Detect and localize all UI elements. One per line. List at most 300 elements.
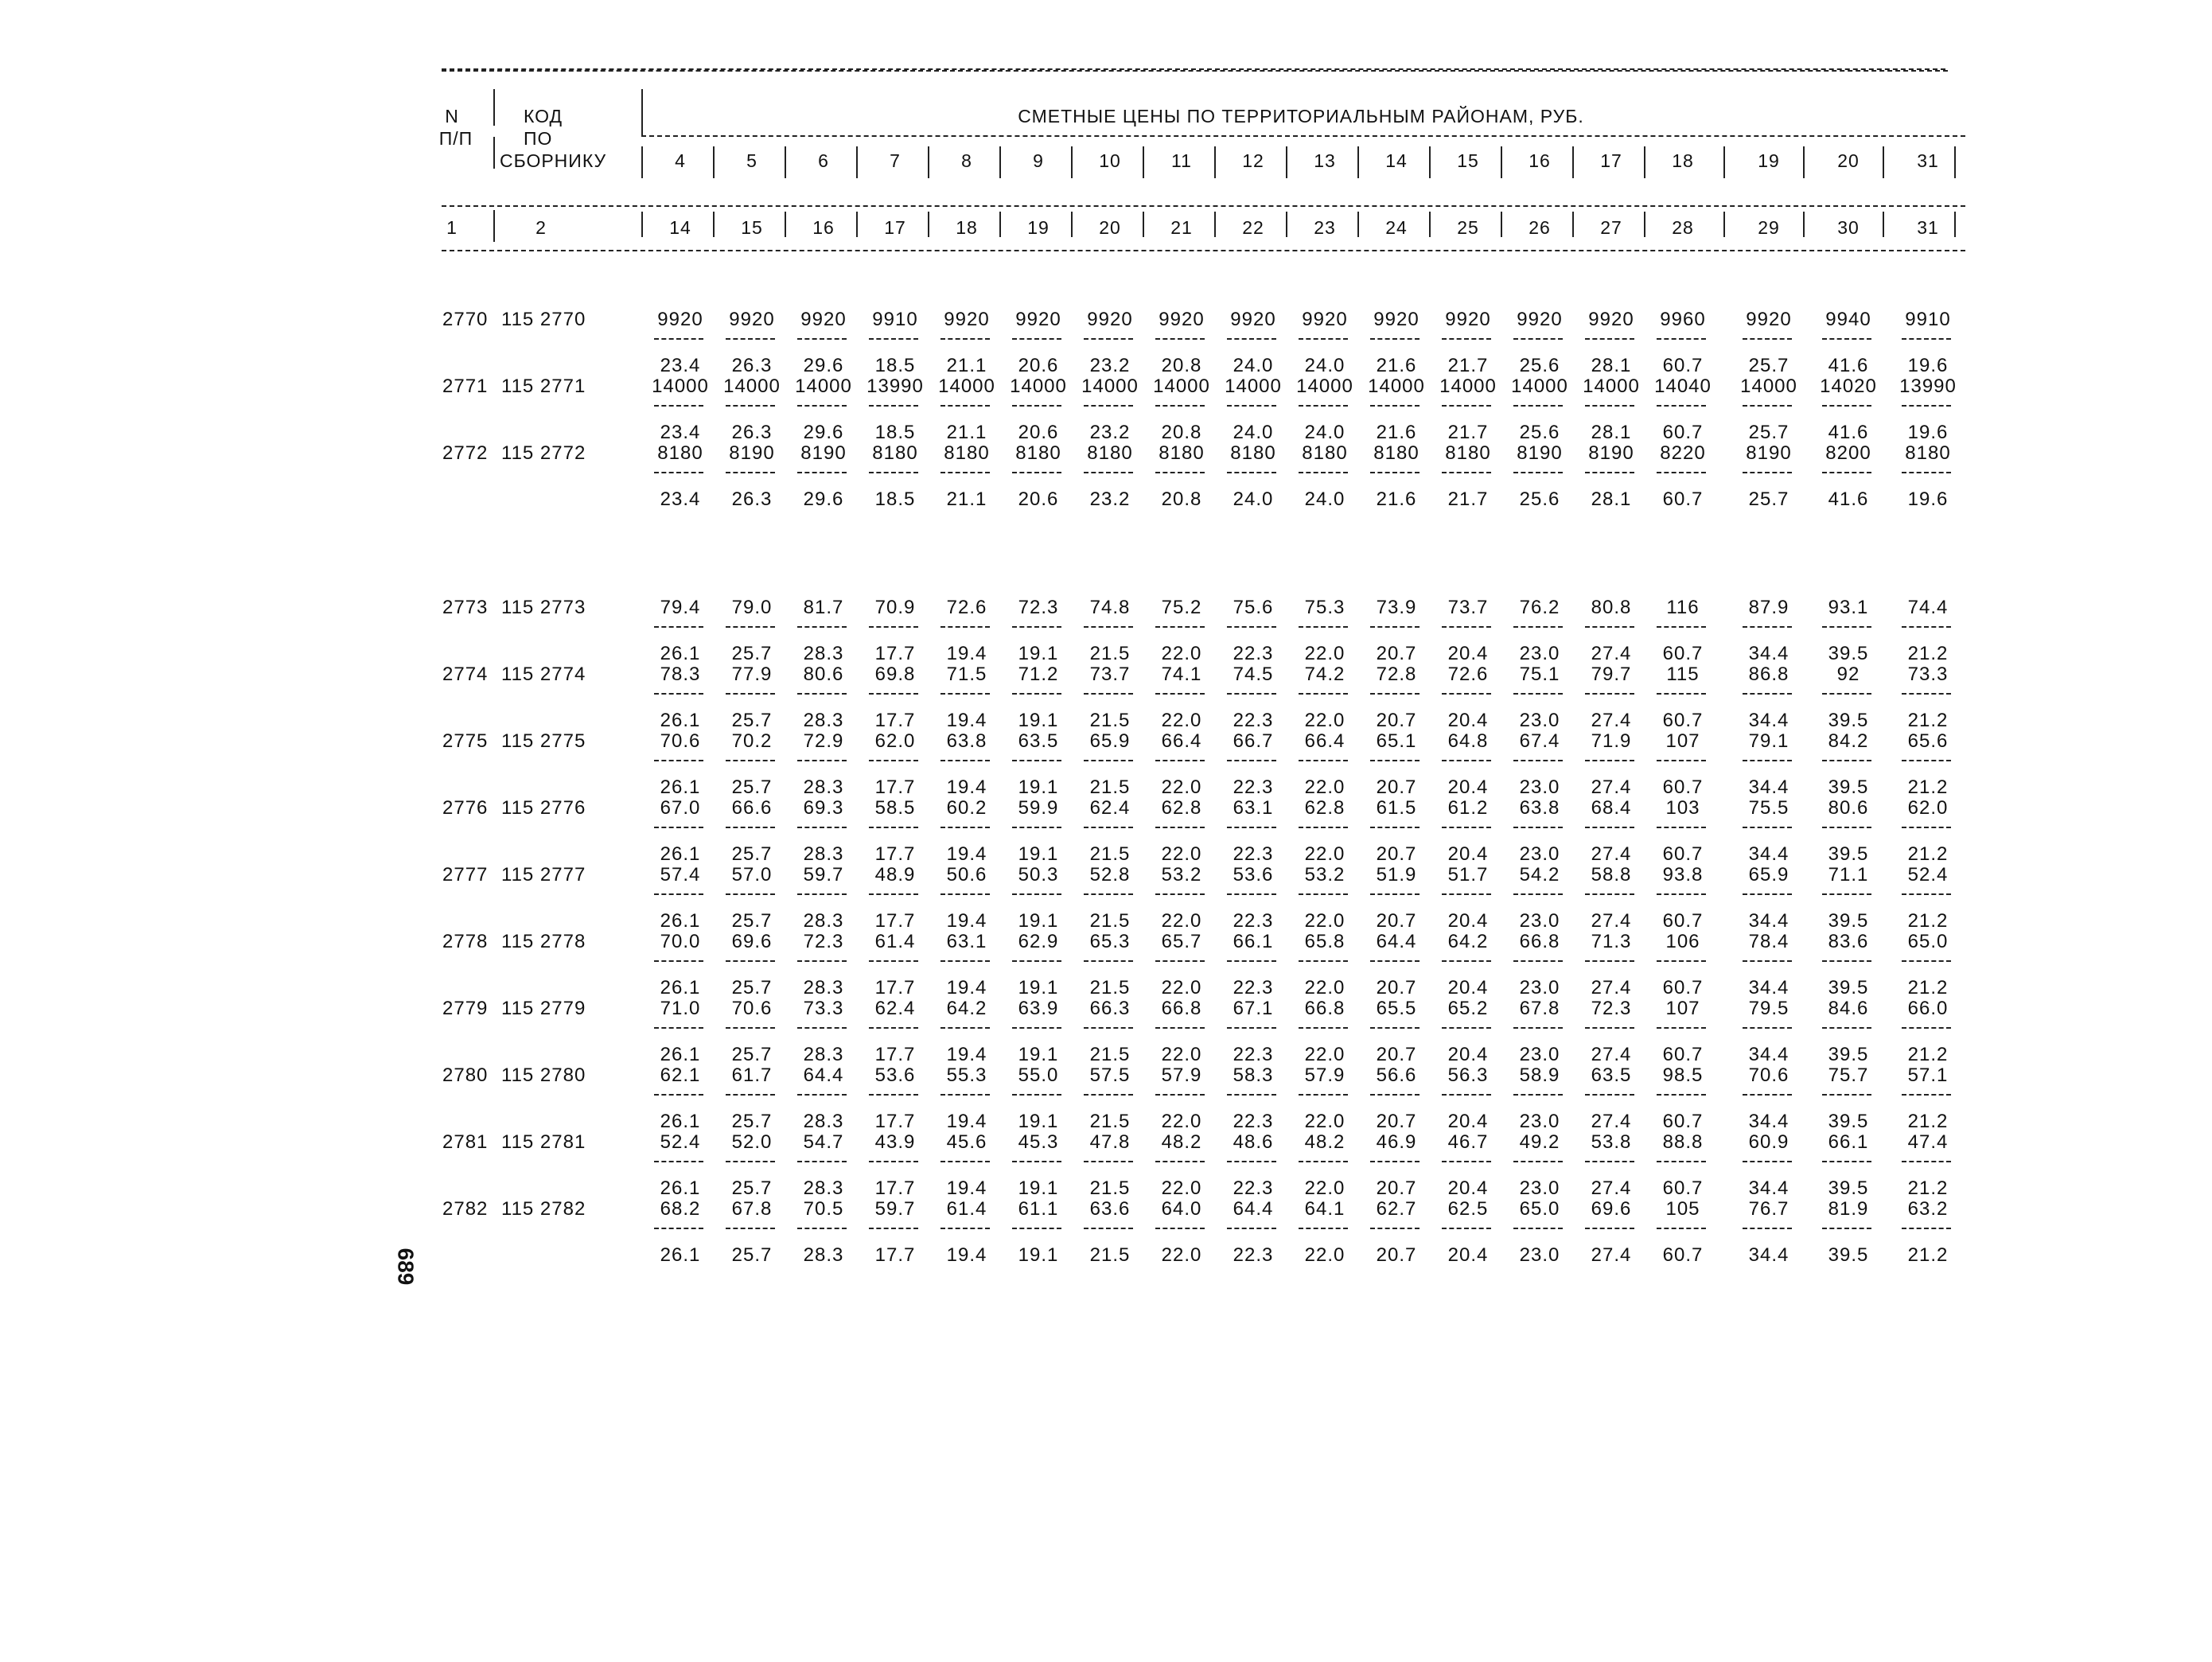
price-value: 66.1 — [1233, 931, 1274, 952]
fraction-line — [1657, 1228, 1706, 1229]
fraction-line — [869, 960, 918, 962]
wage-value: 25.6 — [1519, 488, 1560, 510]
wage-value: 24.0 — [1304, 355, 1346, 376]
price-value: 8180 — [1373, 442, 1419, 464]
wage-value: 19.1 — [1018, 1044, 1059, 1065]
wage-value: 21.5 — [1089, 710, 1131, 731]
fraction-line — [1442, 626, 1491, 628]
wage-value: 25.7 — [1748, 355, 1789, 376]
fraction-line — [1155, 1094, 1205, 1096]
price-value: 65.9 — [1748, 864, 1789, 885]
wage-value: 21.2 — [1907, 910, 1949, 932]
wage-value: 19.4 — [946, 843, 987, 865]
wage-value: 20.7 — [1376, 977, 1417, 998]
wage-value: 21.6 — [1376, 488, 1417, 510]
row-number: 2772 — [442, 442, 489, 464]
price-value: 62.7 — [1376, 1198, 1417, 1220]
price-value: 71.2 — [1018, 664, 1059, 685]
price-value: 64.1 — [1304, 1198, 1346, 1220]
fraction-line — [1227, 1228, 1276, 1229]
header-region-number: 11 — [1171, 150, 1192, 171]
price-value: 76.2 — [1519, 597, 1560, 618]
header-separator — [641, 89, 643, 137]
header-column-number: 21 — [1170, 217, 1193, 238]
price-value: 84.2 — [1828, 730, 1869, 752]
price-value: 66.7 — [1233, 730, 1274, 752]
fraction-line — [1657, 472, 1706, 473]
fraction-line — [940, 1228, 990, 1229]
wage-value: 21.5 — [1089, 777, 1131, 798]
header-region-number: 14 — [1385, 150, 1408, 171]
fraction-line — [869, 693, 918, 695]
price-value: 67.1 — [1233, 998, 1274, 1019]
header-colnum-1: 1 — [446, 217, 458, 238]
row-number: 2781 — [442, 1131, 489, 1153]
price-value: 9920 — [1746, 309, 1792, 330]
fraction-line — [1902, 960, 1951, 962]
wage-value: 60.7 — [1662, 843, 1704, 865]
price-value: 65.6 — [1907, 730, 1949, 752]
page-top-rule — [442, 68, 1945, 70]
price-value: 48.2 — [1161, 1131, 1202, 1153]
wage-value: 20.6 — [1018, 422, 1059, 443]
price-value: 70.6 — [660, 730, 701, 752]
fraction-line — [1227, 827, 1276, 828]
price-value: 57.9 — [1161, 1065, 1202, 1086]
wage-value: 34.4 — [1748, 643, 1789, 664]
price-value: 14000 — [1296, 376, 1353, 397]
fraction-line — [1227, 472, 1276, 473]
fraction-line — [1442, 827, 1491, 828]
price-value: 78.3 — [660, 664, 701, 685]
fraction-line — [1370, 760, 1419, 761]
price-value: 8180 — [1087, 442, 1133, 464]
price-value: 73.7 — [1089, 664, 1131, 685]
fraction-line — [1155, 960, 1205, 962]
price-value: 45.6 — [946, 1131, 987, 1153]
price-value: 72.3 — [1018, 597, 1059, 618]
fraction-line — [1743, 1228, 1792, 1229]
fraction-line — [1370, 472, 1419, 473]
header-region-number: 13 — [1314, 150, 1336, 171]
fraction-line — [1084, 827, 1133, 828]
price-value: 73.3 — [803, 998, 844, 1019]
price-value: 58.9 — [1519, 1065, 1560, 1086]
price-value: 46.7 — [1447, 1131, 1489, 1153]
row-number: 2779 — [442, 998, 489, 1019]
fraction-line — [1902, 1161, 1951, 1162]
price-value: 62.4 — [1089, 797, 1131, 819]
wage-value: 23.4 — [660, 422, 701, 443]
fraction-line — [1299, 960, 1348, 962]
fraction-line — [1370, 338, 1419, 340]
price-value: 8190 — [800, 442, 847, 464]
price-value: 66.4 — [1161, 730, 1202, 752]
fraction-line — [1902, 338, 1951, 340]
fraction-line — [1585, 1161, 1634, 1162]
header-rule — [442, 70, 1948, 72]
wage-value: 27.4 — [1591, 1111, 1632, 1132]
wage-value: 24.0 — [1304, 488, 1346, 510]
wage-value: 20.4 — [1447, 910, 1489, 932]
wage-value: 22.3 — [1233, 643, 1274, 664]
price-value: 59.7 — [874, 1198, 916, 1220]
wage-value: 21.5 — [1089, 1044, 1131, 1065]
wage-value: 39.5 — [1828, 1111, 1869, 1132]
price-value: 61.2 — [1447, 797, 1489, 819]
price-value: 63.5 — [1591, 1065, 1632, 1086]
wage-value: 20.4 — [1447, 777, 1489, 798]
fraction-line — [654, 1027, 703, 1029]
wage-value: 19.1 — [1018, 1244, 1059, 1266]
fraction-line — [1822, 405, 1871, 407]
price-value: 63.1 — [1233, 797, 1274, 819]
wage-value: 17.7 — [874, 1111, 916, 1132]
wage-value: 39.5 — [1828, 643, 1869, 664]
price-value: 14000 — [1583, 376, 1640, 397]
row-number: 2773 — [442, 597, 489, 618]
wage-value: 17.7 — [874, 710, 916, 731]
wage-value: 34.4 — [1748, 777, 1789, 798]
price-value: 72.8 — [1376, 664, 1417, 685]
header-region-number: 15 — [1457, 150, 1479, 171]
price-value: 14040 — [1654, 376, 1712, 397]
price-value: 14000 — [1225, 376, 1282, 397]
price-value: 63.6 — [1089, 1198, 1131, 1220]
price-value: 9920 — [1373, 309, 1419, 330]
price-value: 57.5 — [1089, 1065, 1131, 1086]
wage-value: 20.4 — [1447, 1244, 1489, 1266]
price-value: 14000 — [938, 376, 995, 397]
price-value: 70.2 — [731, 730, 773, 752]
price-value: 61.5 — [1376, 797, 1417, 819]
fraction-line — [1902, 693, 1951, 695]
fraction-line — [1370, 1094, 1419, 1096]
fraction-line — [1012, 1228, 1061, 1229]
wage-value: 21.2 — [1907, 1177, 1949, 1199]
price-value: 71.3 — [1591, 931, 1632, 952]
price-value: 58.8 — [1591, 864, 1632, 885]
fraction-line — [797, 693, 847, 695]
row-code: 115 2773 — [501, 597, 586, 618]
wage-value: 20.4 — [1447, 643, 1489, 664]
wage-value: 21.2 — [1907, 643, 1949, 664]
fraction-line — [869, 1228, 918, 1229]
price-value: 48.6 — [1233, 1131, 1274, 1153]
price-value: 63.2 — [1907, 1198, 1949, 1220]
wage-value: 19.4 — [946, 777, 987, 798]
price-value: 75.6 — [1233, 597, 1274, 618]
fraction-line — [1012, 1161, 1061, 1162]
fraction-line — [1657, 1027, 1706, 1029]
fraction-line — [1442, 1094, 1491, 1096]
price-value: 65.7 — [1161, 931, 1202, 952]
header-rule — [641, 135, 1965, 137]
price-value: 62.8 — [1161, 797, 1202, 819]
wage-value: 19.6 — [1907, 355, 1949, 376]
wage-value: 39.5 — [1828, 1044, 1869, 1065]
fraction-line — [1370, 960, 1419, 962]
fraction-line — [1657, 1161, 1706, 1162]
wage-value: 21.7 — [1447, 355, 1489, 376]
wage-value: 21.5 — [1089, 1244, 1131, 1266]
price-value: 57.1 — [1907, 1065, 1949, 1086]
price-value: 106 — [1665, 931, 1700, 952]
fraction-line — [1657, 760, 1706, 761]
fraction-line — [726, 338, 775, 340]
fraction-line — [1743, 626, 1792, 628]
fraction-line — [1902, 1094, 1951, 1096]
wage-value: 22.3 — [1233, 777, 1274, 798]
wage-value: 27.4 — [1591, 1044, 1632, 1065]
price-value: 74.2 — [1304, 664, 1346, 685]
price-value: 52.0 — [731, 1131, 773, 1153]
fraction-line — [1084, 1094, 1133, 1096]
fraction-line — [1227, 1094, 1276, 1096]
fraction-line — [1299, 827, 1348, 828]
wage-value: 25.7 — [731, 777, 773, 798]
fraction-line — [1155, 1228, 1205, 1229]
fraction-line — [1299, 338, 1348, 340]
header-code-po-label: ПО — [524, 128, 553, 149]
header-title: СМЕТНЫЕ ЦЕНЫ ПО ТЕРРИТОРИАЛЬНЫМ РАЙОНАМ, РУБ. — [1018, 106, 1584, 126]
wage-value: 23.0 — [1519, 843, 1560, 865]
fraction-line — [1084, 1161, 1133, 1162]
fraction-line — [654, 338, 703, 340]
price-value: 67.4 — [1519, 730, 1560, 752]
header-separator — [493, 210, 495, 242]
fraction-line — [726, 827, 775, 828]
fraction-line — [869, 827, 918, 828]
wage-value: 20.7 — [1376, 843, 1417, 865]
wage-value: 28.3 — [803, 643, 844, 664]
price-value: 59.9 — [1018, 797, 1059, 819]
wage-value: 39.5 — [1828, 710, 1869, 731]
price-value: 69.3 — [803, 797, 844, 819]
price-value: 79.0 — [731, 597, 773, 618]
wage-value: 21.2 — [1907, 1111, 1949, 1132]
header-region-number: 6 — [818, 150, 829, 171]
header-column-number: 27 — [1600, 217, 1622, 238]
price-value: 58.3 — [1233, 1065, 1274, 1086]
price-value: 9920 — [1087, 309, 1133, 330]
price-value: 68.2 — [660, 1198, 701, 1220]
fraction-line — [1012, 405, 1061, 407]
wage-value: 19.4 — [946, 1044, 987, 1065]
wage-value: 25.7 — [1748, 488, 1789, 510]
fraction-line — [1227, 405, 1276, 407]
price-value: 8180 — [657, 442, 703, 464]
header-separator — [1883, 212, 1884, 237]
fraction-line — [1585, 626, 1634, 628]
fraction-line — [654, 626, 703, 628]
price-value: 54.7 — [803, 1131, 844, 1153]
wage-value: 23.0 — [1519, 710, 1560, 731]
header-column-number: 16 — [812, 217, 835, 238]
fraction-line — [1227, 960, 1276, 962]
wage-value: 19.1 — [1018, 910, 1059, 932]
fraction-line — [1743, 893, 1792, 895]
price-value: 74.4 — [1907, 597, 1949, 618]
fraction-line — [1370, 893, 1419, 895]
wage-value: 22.3 — [1233, 977, 1274, 998]
header-region-number: 5 — [746, 150, 757, 171]
wage-value: 19.4 — [946, 977, 987, 998]
header-column-number: 22 — [1242, 217, 1264, 238]
fraction-line — [1442, 893, 1491, 895]
wage-value: 20.4 — [1447, 977, 1489, 998]
price-value: 71.0 — [660, 998, 701, 1019]
fraction-line — [726, 405, 775, 407]
price-value: 64.0 — [1161, 1198, 1202, 1220]
header-column-number: 20 — [1099, 217, 1121, 238]
price-value: 75.7 — [1828, 1065, 1869, 1086]
price-value: 8220 — [1660, 442, 1706, 464]
price-value: 70.9 — [874, 597, 916, 618]
price-value: 81.9 — [1828, 1198, 1869, 1220]
row-number: 2776 — [442, 797, 489, 819]
fraction-line — [1370, 1228, 1419, 1229]
fraction-line — [1084, 960, 1133, 962]
price-value: 116 — [1666, 597, 1700, 618]
header-region-number: 31 — [1917, 150, 1939, 171]
fraction-line — [1299, 1094, 1348, 1096]
row-code: 115 2777 — [501, 864, 586, 885]
wage-value: 60.7 — [1662, 643, 1704, 664]
fraction-line — [1442, 760, 1491, 761]
fraction-line — [869, 1094, 918, 1096]
fraction-line — [726, 960, 775, 962]
fraction-line — [654, 1161, 703, 1162]
header-column-number: 19 — [1027, 217, 1050, 238]
price-value: 8180 — [872, 442, 918, 464]
wage-value: 23.4 — [660, 488, 701, 510]
header-column-number: 29 — [1758, 217, 1780, 238]
fraction-line — [1513, 472, 1563, 473]
fraction-line — [1743, 693, 1792, 695]
price-value: 64.4 — [1376, 931, 1417, 952]
price-value: 64.4 — [1233, 1198, 1274, 1220]
fraction-line — [1513, 827, 1563, 828]
fraction-line — [1585, 472, 1634, 473]
fraction-line — [1822, 1094, 1871, 1096]
wage-value: 41.6 — [1828, 488, 1869, 510]
price-value: 53.2 — [1304, 864, 1346, 885]
fraction-line — [1657, 893, 1706, 895]
wage-value: 22.0 — [1304, 843, 1346, 865]
header-separator — [493, 137, 495, 169]
price-value: 62.5 — [1447, 1198, 1489, 1220]
fraction-line — [940, 626, 990, 628]
wage-value: 60.7 — [1662, 910, 1704, 932]
price-value: 8190 — [1746, 442, 1792, 464]
wage-value: 19.4 — [946, 910, 987, 932]
fraction-line — [797, 626, 847, 628]
wage-value: 28.3 — [803, 777, 844, 798]
price-value: 53.6 — [1233, 864, 1274, 885]
wage-value: 60.7 — [1662, 977, 1704, 998]
wage-value: 17.7 — [874, 1244, 916, 1266]
fraction-line — [1585, 693, 1634, 695]
wage-value: 23.0 — [1519, 643, 1560, 664]
price-value: 9920 — [800, 309, 847, 330]
price-value: 55.3 — [946, 1065, 987, 1086]
wage-value: 17.7 — [874, 843, 916, 865]
price-value: 9920 — [1517, 309, 1563, 330]
price-value: 63.1 — [946, 931, 987, 952]
header-column-number: 31 — [1917, 217, 1939, 238]
wage-value: 22.0 — [1304, 643, 1346, 664]
fraction-line — [1227, 893, 1276, 895]
price-value: 52.4 — [1907, 864, 1949, 885]
price-value: 69.6 — [1591, 1198, 1632, 1220]
fraction-line — [1155, 893, 1205, 895]
fraction-line — [1442, 338, 1491, 340]
wage-value: 25.7 — [731, 710, 773, 731]
fraction-line — [1012, 1027, 1061, 1029]
wage-value: 20.7 — [1376, 643, 1417, 664]
fraction-line — [1822, 626, 1871, 628]
wage-value: 26.1 — [660, 910, 701, 932]
wage-value: 27.4 — [1591, 843, 1632, 865]
fraction-line — [1902, 626, 1951, 628]
price-value: 53.6 — [874, 1065, 916, 1086]
price-value: 46.9 — [1376, 1131, 1417, 1153]
price-value: 9920 — [1445, 309, 1491, 330]
row-code: 115 2770 — [501, 309, 586, 330]
fraction-line — [1513, 405, 1563, 407]
header-n-label: N — [445, 106, 459, 126]
wage-value: 39.5 — [1828, 910, 1869, 932]
fraction-line — [940, 827, 990, 828]
header-column-number: 15 — [741, 217, 763, 238]
price-value: 76.7 — [1748, 1198, 1789, 1220]
price-value: 103 — [1665, 797, 1700, 819]
wage-value: 18.5 — [874, 422, 916, 443]
fraction-line — [1902, 1027, 1951, 1029]
wage-value: 21.2 — [1907, 977, 1949, 998]
fraction-line — [1084, 626, 1133, 628]
row-code: 115 2775 — [501, 730, 586, 752]
fraction-line — [940, 960, 990, 962]
wage-value: 22.3 — [1233, 710, 1274, 731]
price-value: 66.3 — [1089, 998, 1131, 1019]
price-value: 14000 — [795, 376, 852, 397]
wage-value: 21.2 — [1907, 1244, 1949, 1266]
wage-value: 21.7 — [1447, 488, 1489, 510]
fraction-line — [1084, 1228, 1133, 1229]
price-value: 80.6 — [1828, 797, 1869, 819]
wage-value: 22.0 — [1161, 977, 1202, 998]
price-value: 87.9 — [1748, 597, 1789, 618]
price-value: 67.0 — [660, 797, 701, 819]
fraction-line — [1743, 960, 1792, 962]
wage-value: 41.6 — [1828, 422, 1869, 443]
wage-value: 23.2 — [1089, 355, 1131, 376]
wage-value: 60.7 — [1662, 1044, 1704, 1065]
header-region-number: 8 — [961, 150, 972, 171]
wage-value: 22.0 — [1161, 910, 1202, 932]
wage-value: 28.3 — [803, 1111, 844, 1132]
price-value: 57.0 — [731, 864, 773, 885]
wage-value: 18.5 — [874, 355, 916, 376]
fraction-line — [1370, 693, 1419, 695]
header-rule — [442, 205, 1965, 207]
fraction-line — [940, 693, 990, 695]
wage-value: 19.4 — [946, 1177, 987, 1199]
price-value: 8190 — [1588, 442, 1634, 464]
wage-value: 27.4 — [1591, 643, 1632, 664]
